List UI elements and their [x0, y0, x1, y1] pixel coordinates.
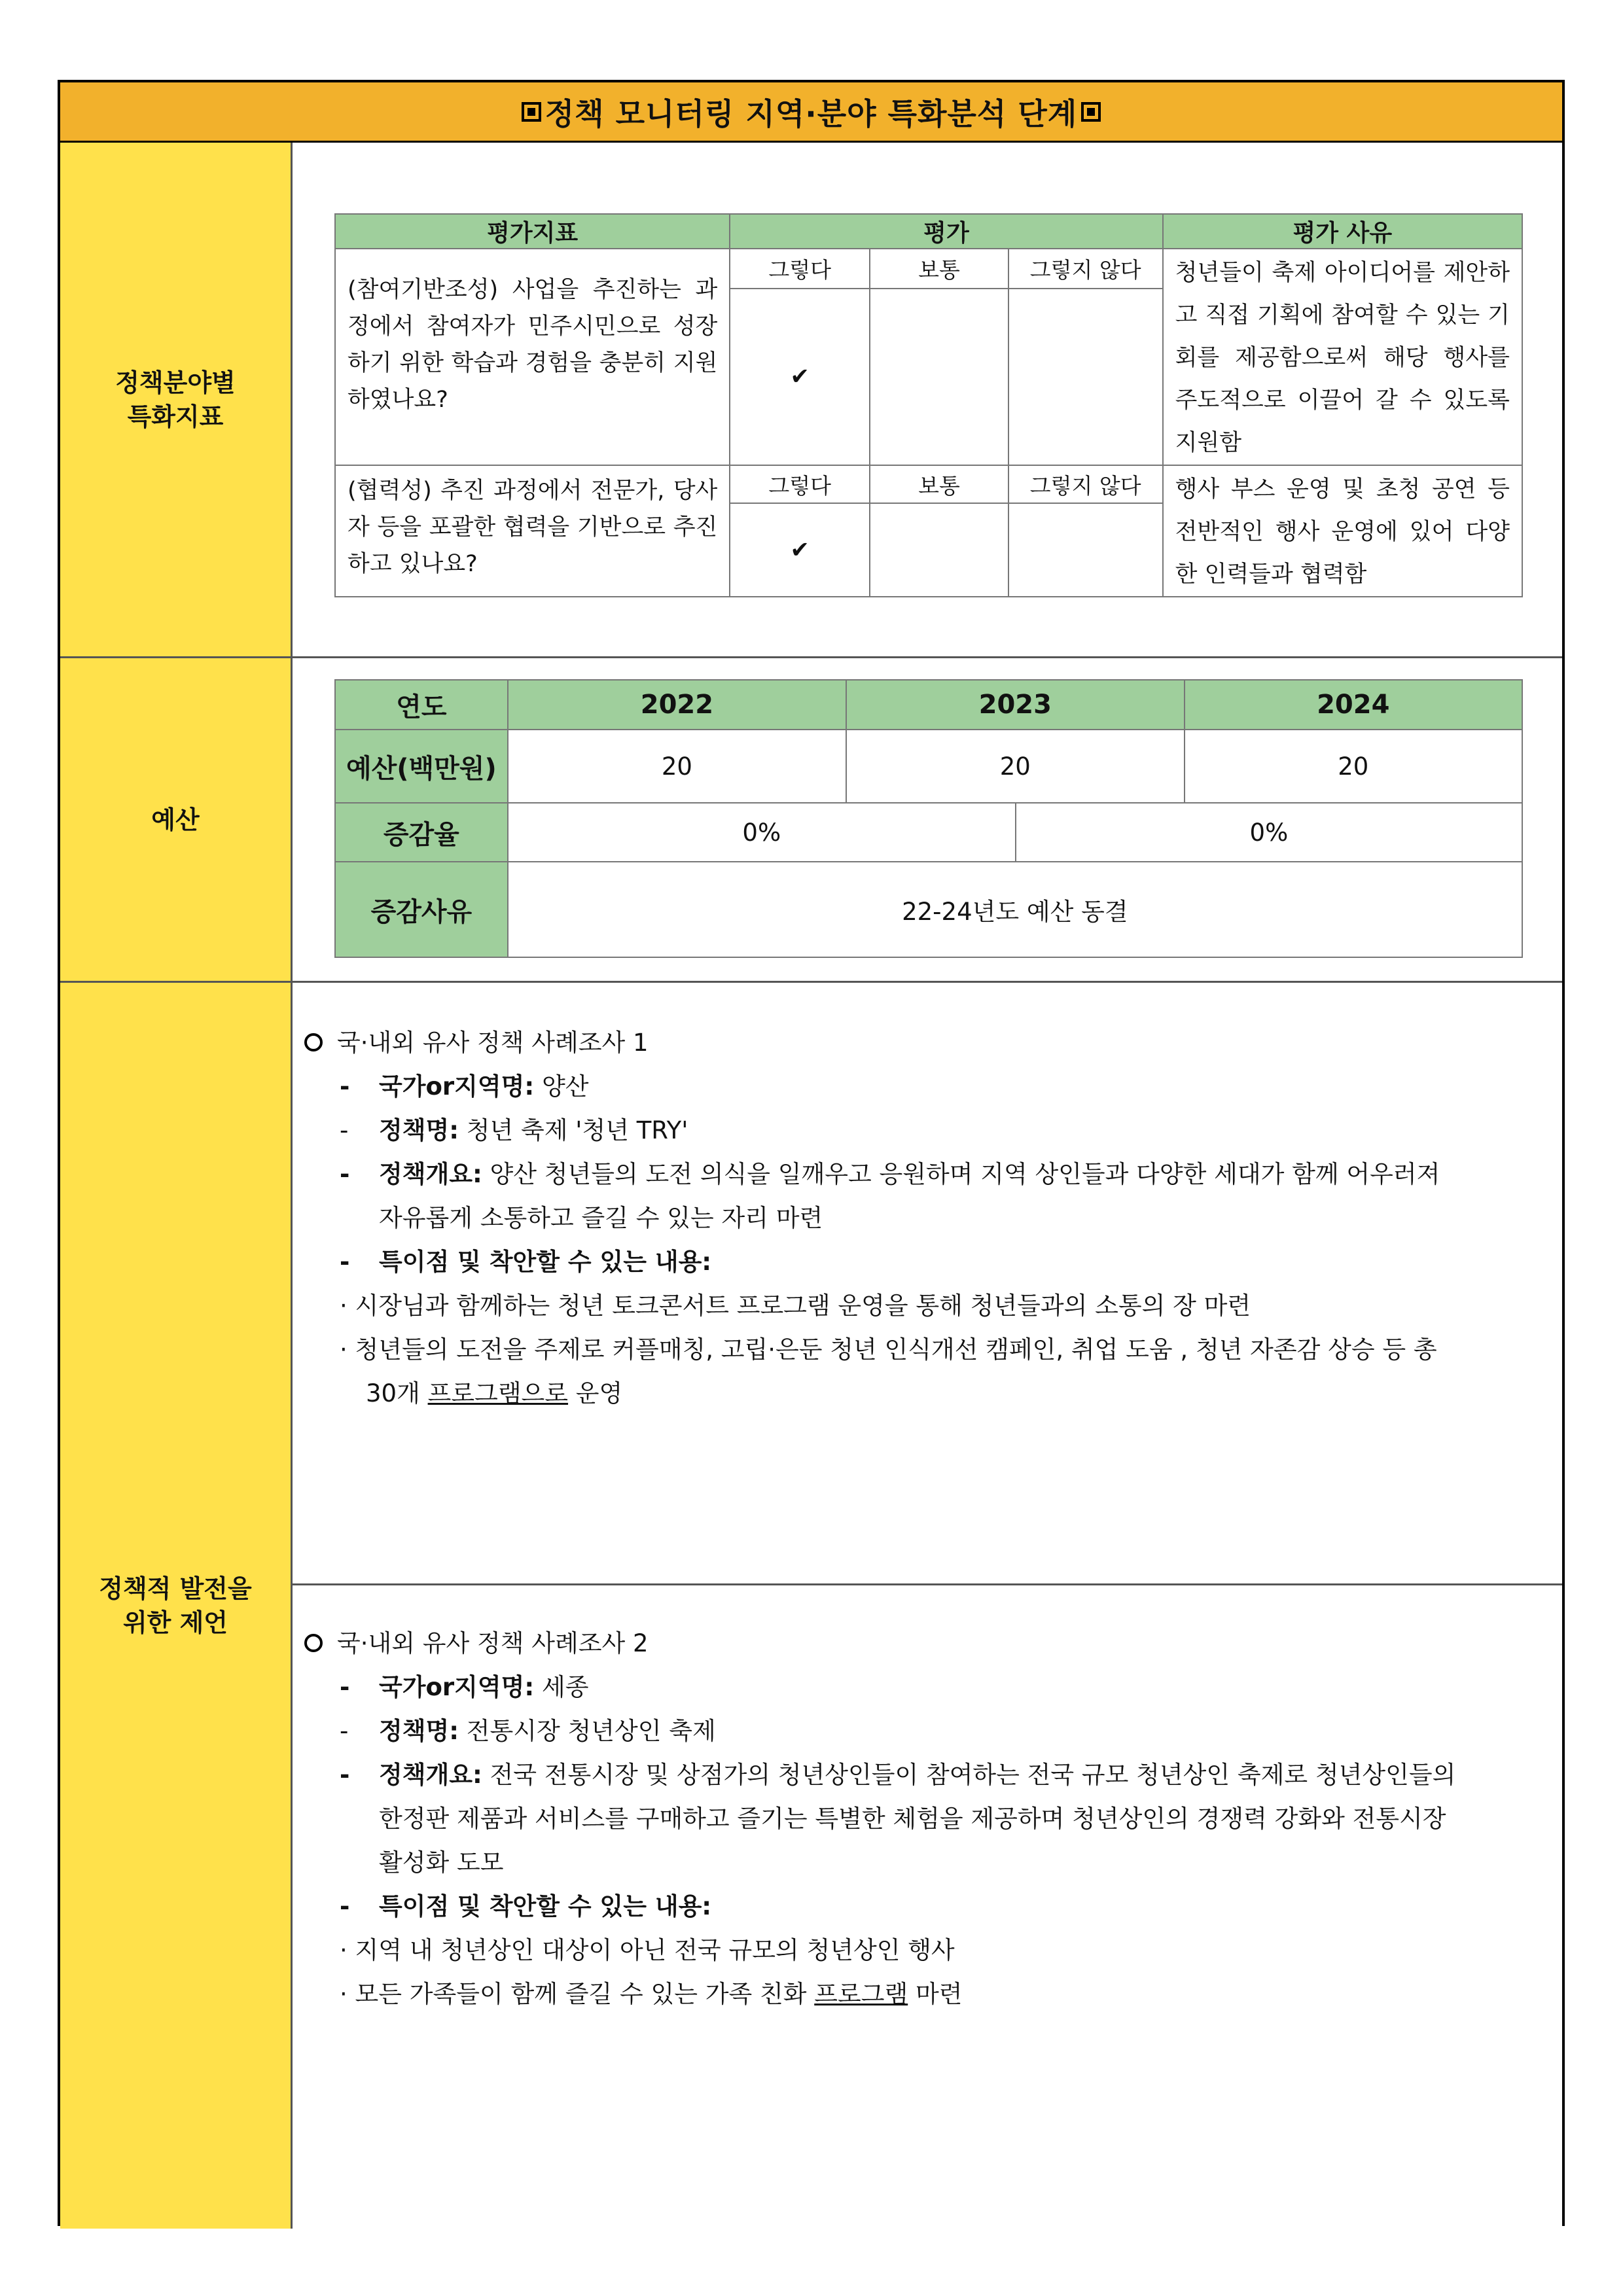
label-line: 정책적 발전을	[99, 1574, 252, 1603]
policy-name-label: 정책명:	[379, 1116, 459, 1144]
evaluation-table	[334, 213, 1523, 597]
proposal-section	[60, 983, 1562, 2229]
budget-value: 20	[846, 730, 1184, 803]
summary-text: 전국 전통시장 및 상점가의 청년상인들이 참여하는 전국 규모 청년상인 축제로 청년상인들의	[490, 1761, 1456, 1789]
note-text: · 지역 내 청년상인 대상이 아닌 전국 규모의 청년상인 행사	[340, 1936, 955, 1964]
case-study-1: 국·내외 유사 정책 사례조사 1 - 국가or지역명: 양산 - 정책명: 청년 축제 '청년 TRY' - 정책개요: 양산 청년들의 도전 의식을 일깨우고 응원하며 지역 상인들과 다양한 세대가 함께 어우러져 자유롭게 소통하고 즐길 수 있는 자리 마련 - 특이점 및 착안할 수 있는 내용: · 시장님과 함께하는 청년 토크콘서트 프로그램 운영을 통해 청년들과의 소통의 장 마련 · 청년들의 도전을 주제로 커플매칭, 고립·은둔 청년 인식개선 캠페인, 취업 도움 , 청년 자존감 상승 등 총 30개 프로그램으로 운영	[293, 1021, 1440, 1415]
budget-table	[334, 679, 1523, 958]
empty-option-cell	[870, 503, 1008, 597]
year-2024: 2024	[1185, 680, 1522, 730]
option-label: 그렇다	[730, 465, 870, 503]
page-title-text: 정책 모니터링 지역·분야 특화분석 단계	[544, 96, 1078, 132]
option-label: 보통	[870, 465, 1008, 503]
region-label: 국가or지역명:	[379, 1673, 535, 1701]
option-label: 그렇지 않다	[1008, 249, 1163, 289]
note-text: 30개	[366, 1379, 428, 1407]
empty-option-cell	[1008, 289, 1163, 465]
label-line: 위한 제언	[122, 1608, 228, 1637]
notes-label: 특이점 및 착안할 수 있는 내용:	[379, 1248, 712, 1276]
empty-option-cell	[870, 289, 1008, 465]
column-header-evaluation: 평가	[730, 214, 1162, 249]
label-line: 정책분야별	[115, 368, 236, 397]
rate-label: 증감율	[335, 803, 508, 862]
indicator-section-label	[60, 143, 293, 656]
circle-bullet-icon	[304, 1033, 323, 1051]
budget-value: 20	[508, 730, 846, 803]
summary-label: 정책개요:	[379, 1160, 482, 1188]
region-value: 세종	[541, 1673, 589, 1701]
note-text: · 시장님과 함께하는 청년 토크콘서트 프로그램 운영을 통해 청년들과의 소통의 장 마련	[340, 1292, 1251, 1320]
square-bullet-icon	[522, 102, 541, 122]
proposal-section-label	[60, 983, 293, 2229]
indicator-section	[60, 143, 1562, 658]
note-text: · 청년들의 도전을 주제로 커플매칭, 고립·은둔 청년 인식개선 캠페인, 취업 도움 , 청년 자존감 상승 등 총	[340, 1335, 1437, 1364]
budget-label: 예산(백만원)	[335, 730, 508, 803]
note-text: 마련	[908, 1980, 963, 2008]
summary-text: 활성화 도모	[379, 1848, 504, 1877]
policy-name-value: 전통시장 청년상인 축제	[466, 1717, 716, 1745]
indicator-question: (참여기반조성) 사업을 추진하는 과정에서 참여자가 민주시민으로 성장하기 위한 학습과 경험을 충분히 지원하였나요?	[335, 249, 730, 465]
document-frame	[58, 80, 1565, 2226]
notes-label: 특이점 및 착안할 수 있는 내용:	[379, 1892, 712, 1920]
budget-section-label: 예산	[60, 658, 293, 981]
column-header-reason: 평가 사유	[1163, 214, 1522, 249]
square-bullet-icon	[1081, 102, 1101, 122]
summary-text: 자유롭게 소통하고 즐길 수 있는 자리 마련	[379, 1204, 823, 1232]
note-text: · 모든 가족들이 함께 즐길 수 있는 가족 친화	[340, 1980, 815, 2008]
region-label: 국가or지역명:	[379, 1072, 535, 1101]
option-label: 그렇지 않다	[1008, 465, 1163, 503]
empty-option-cell	[1008, 503, 1163, 597]
budget-value: 20	[1185, 730, 1522, 803]
circle-bullet-icon	[304, 1634, 323, 1652]
year-header: 연도	[335, 680, 508, 730]
summary-text: 양산 청년들의 도전 의식을 일깨우고 응원하며 지역 상인들과 다양한 세대가 함께 어우러져	[490, 1160, 1440, 1188]
note-text: 운영	[568, 1379, 623, 1407]
check-mark-icon: ✔	[730, 503, 870, 597]
page-title	[60, 82, 1562, 143]
rate-value: 0%	[508, 803, 1016, 862]
year-2023: 2023	[846, 680, 1184, 730]
policy-name-label: 정책명:	[379, 1717, 459, 1745]
check-mark-icon: ✔	[730, 289, 870, 465]
region-value: 양산	[541, 1072, 589, 1101]
summary-text: 한정판 제품과 서비스를 구매하고 즐기는 특별한 체험을 제공하며 청년상인의 경쟁력 강화와 전통시장	[379, 1805, 1446, 1833]
change-reason-value: 22-24년도 예산 동결	[508, 862, 1522, 957]
indicator-question: (협력성) 추진 과정에서 전문가, 당사자 등을 포괄한 협력을 기반으로 추진하고 있나요?	[335, 465, 730, 597]
rate-value: 0%	[1016, 803, 1522, 862]
case-divider	[293, 1583, 1562, 1585]
case-study-2: 국·내외 유사 정책 사례조사 2 - 국가or지역명: 세종 - 정책명: 전통시장 청년상인 축제 - 정책개요: 전국 전통시장 및 상점가의 청년상인들이 참여하는 전국 규모 청년상인 축제로 청년상인들의 한정판 제품과 서비스를 구매하고 즐기는 특별한 체험을 제공하며 청년상인의 경쟁력 강화와 전통시장 활성화 도모 - 특이점 및 착안할 수 있는 내용: · 지역 내 청년상인 대상이 아닌 전국 규모의 청년상인 행사 · 모든 가족들이 함께 즐길 수 있는 가족 친화 프로그램 마련	[293, 1621, 1455, 2016]
summary-label: 정책개요:	[379, 1761, 482, 1789]
year-2022: 2022	[508, 680, 846, 730]
evaluation-reason: 행사 부스 운영 및 초청 공연 등 전반적인 행사 운영에 있어 다양한 인력들과 협력함	[1163, 465, 1522, 597]
case-title: 국·내외 유사 정책 사례조사 2	[337, 1629, 649, 1657]
evaluation-reason: 청년들이 축제 아이디어를 제안하고 직접 기획에 참여할 수 있는 기회를 제공함으로써 해당 행사를 주도적으로 이끌어 갈 수 있도록 지원함	[1163, 249, 1522, 465]
column-header-indicator: 평가지표	[335, 214, 730, 249]
case-title: 국·내외 유사 정책 사례조사 1	[337, 1029, 649, 1057]
change-reason-label: 증감사유	[335, 862, 508, 957]
label-line: 특화지표	[127, 402, 224, 431]
option-label: 보통	[870, 249, 1008, 289]
note-text-underlined: 프로그램으로	[427, 1379, 569, 1407]
policy-name-value: 청년 축제 '청년 TRY'	[466, 1116, 688, 1144]
note-text-underlined: 프로그램	[814, 1980, 908, 2008]
budget-section	[60, 658, 1562, 983]
option-label: 그렇다	[730, 249, 870, 289]
